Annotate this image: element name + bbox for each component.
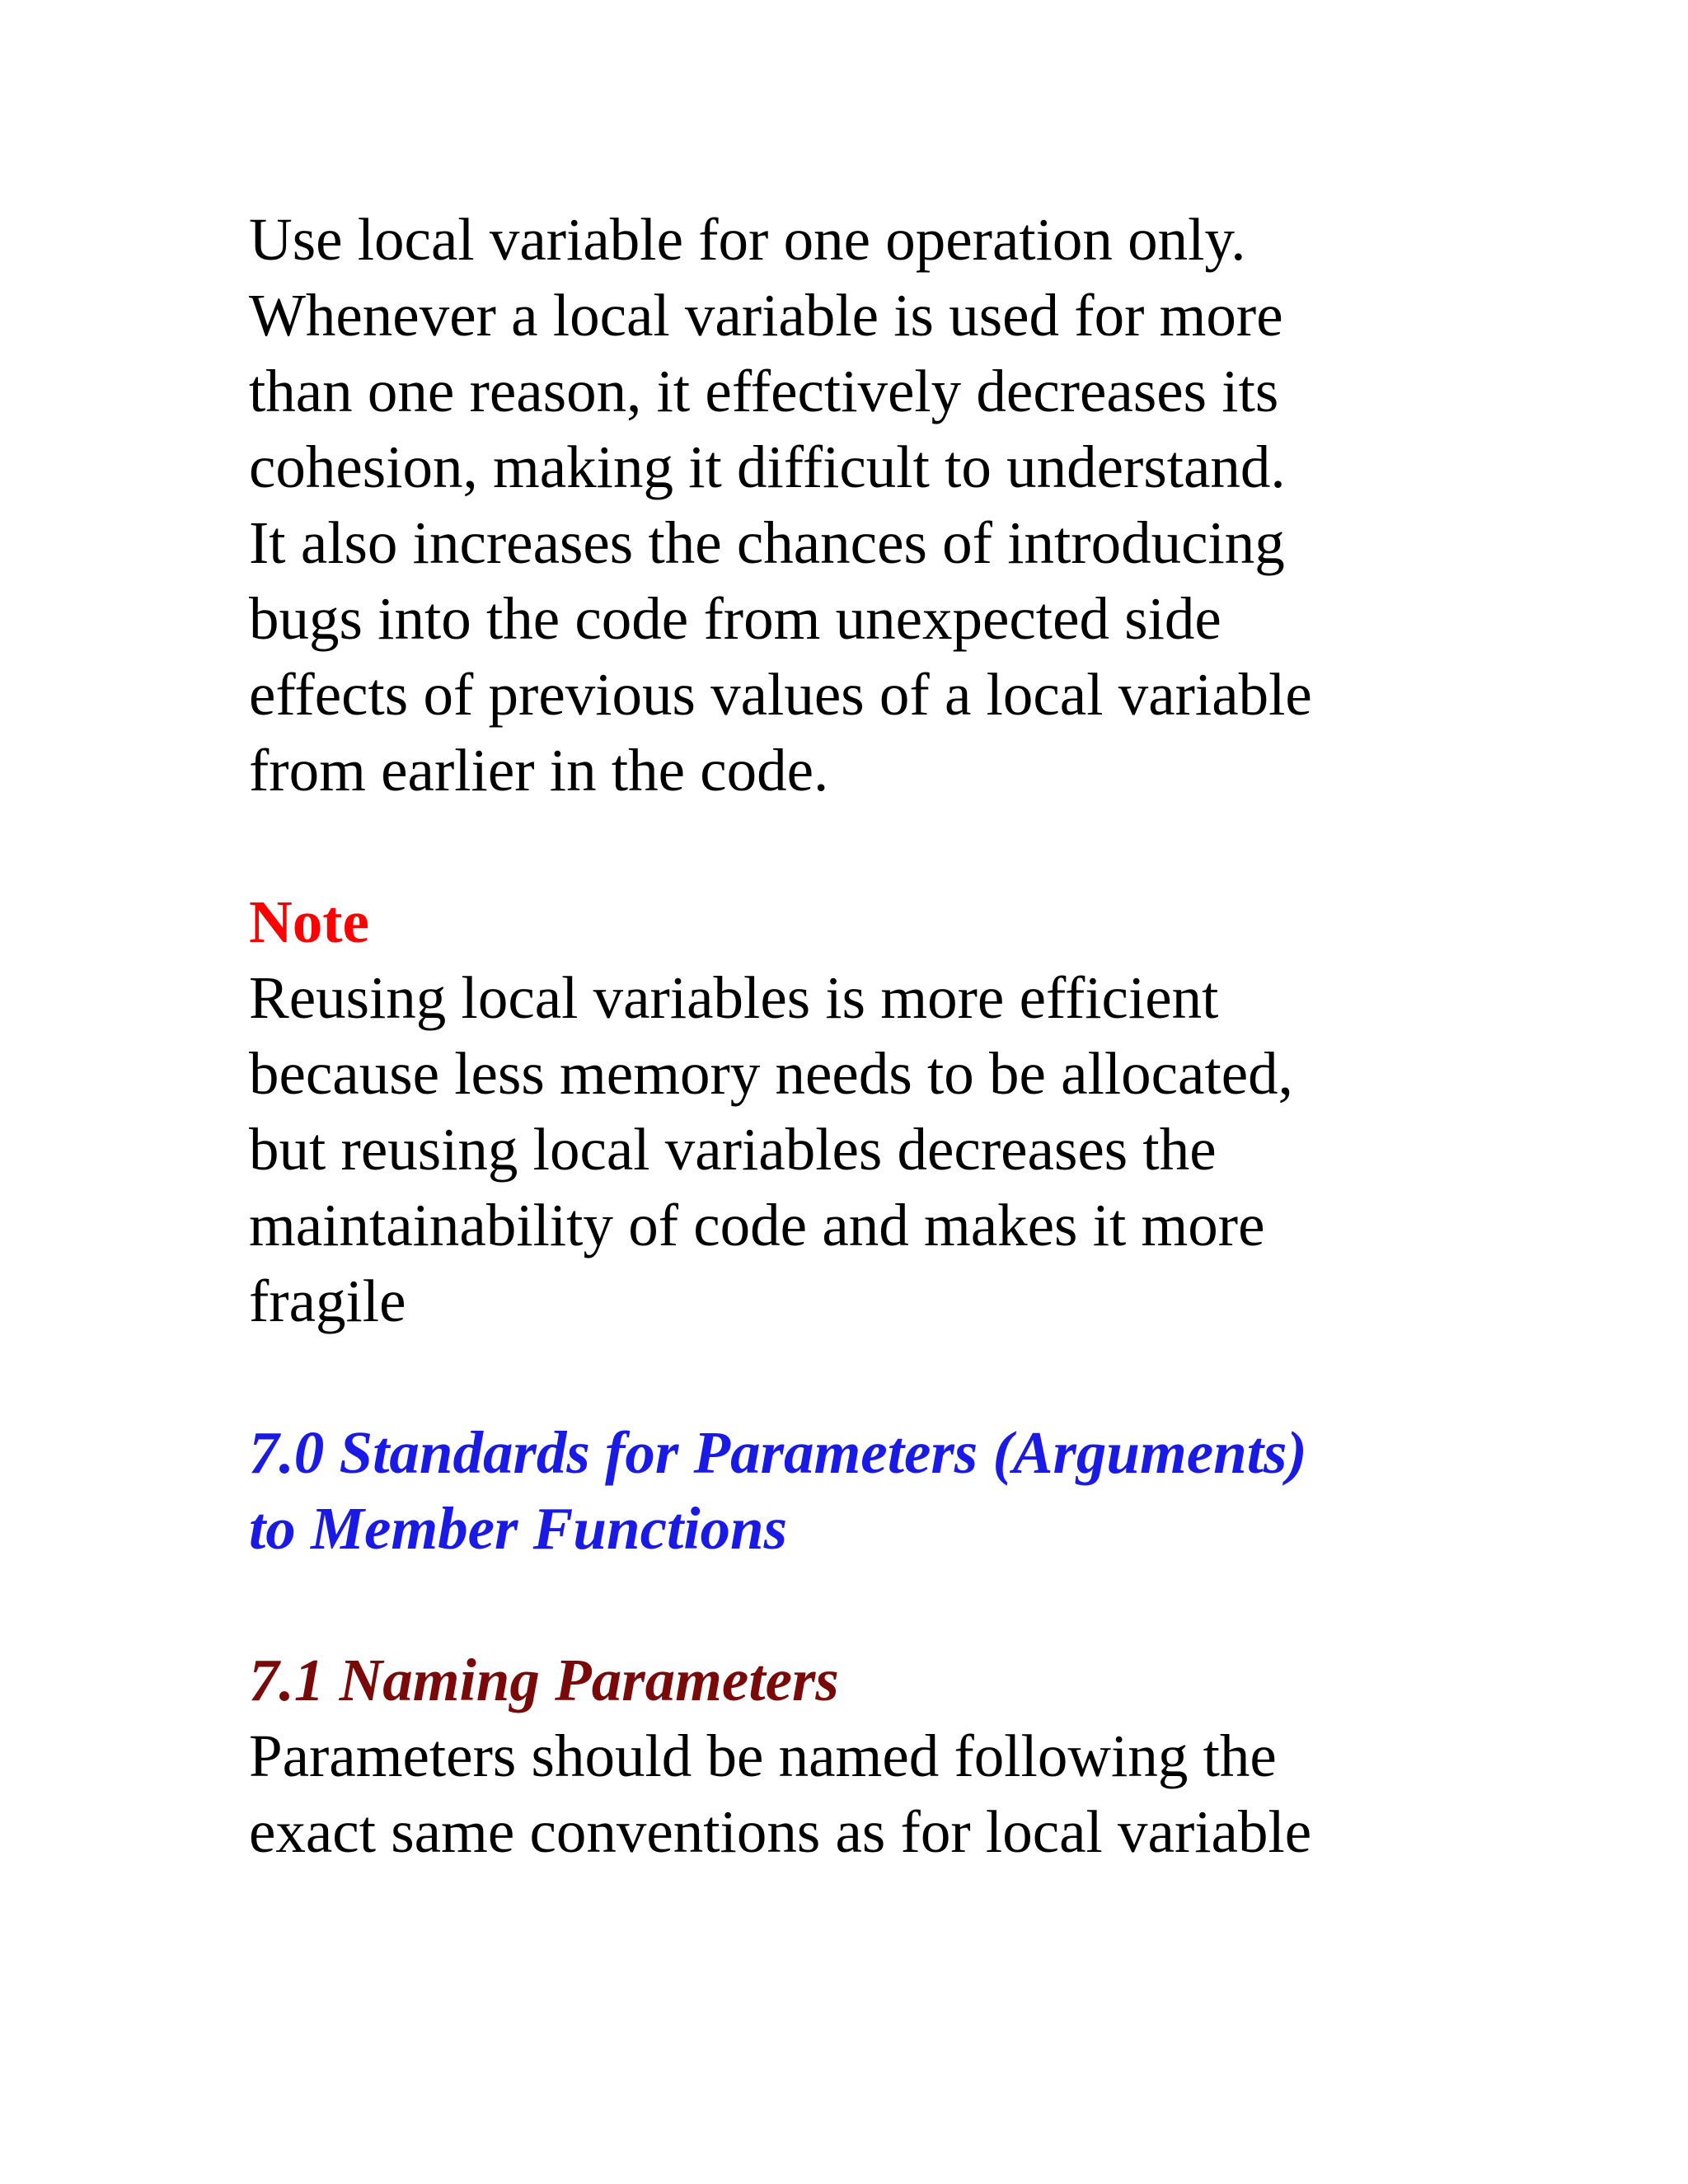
- text-line: Whenever a local variable is used for more: [249, 282, 1283, 349]
- note-block: [249, 884, 1469, 1339]
- text-line: because less memory needs to be allocated,: [249, 1040, 1293, 1107]
- text-line: It also increases the chances of introducing: [249, 509, 1285, 576]
- text-line: maintainability of code and makes it more: [249, 1192, 1265, 1258]
- intro-paragraph: [249, 202, 1469, 808]
- text-line: fragile: [249, 1268, 406, 1334]
- page-content: [249, 202, 1469, 1870]
- text-line: effects of previous values of a local variable: [249, 661, 1312, 728]
- text-line: from earlier in the code.: [249, 737, 829, 804]
- text-line: Reusing local variables is more efficient: [249, 964, 1219, 1031]
- paragraph-spacer: [249, 1567, 1469, 1643]
- paragraph-spacer: [249, 808, 1469, 884]
- text-line: Use local variable for one operation only.: [249, 206, 1246, 273]
- subsection-heading: 7.1 Naming Parameters: [249, 1647, 839, 1713]
- text-line: but reusing local variables decreases the: [249, 1116, 1217, 1183]
- section-heading: [249, 1415, 1469, 1567]
- section-heading-line: to Member Functions: [249, 1495, 788, 1562]
- text-line: exact same conventions as for local variable: [249, 1798, 1312, 1865]
- text-line: cohesion, making it difficult to understand.: [249, 434, 1286, 500]
- text-line: bugs into the code from unexpected side: [249, 585, 1221, 652]
- paragraph-spacer: [249, 1339, 1469, 1415]
- text-line: than one reason, it effectively decreases its: [249, 358, 1279, 424]
- section-heading-line: 7.0 Standards for Parameters (Arguments): [249, 1419, 1307, 1486]
- note-title: Note: [249, 888, 369, 955]
- text-line: Parameters should be named following the: [249, 1722, 1277, 1789]
- subsection-block: [249, 1643, 1469, 1870]
